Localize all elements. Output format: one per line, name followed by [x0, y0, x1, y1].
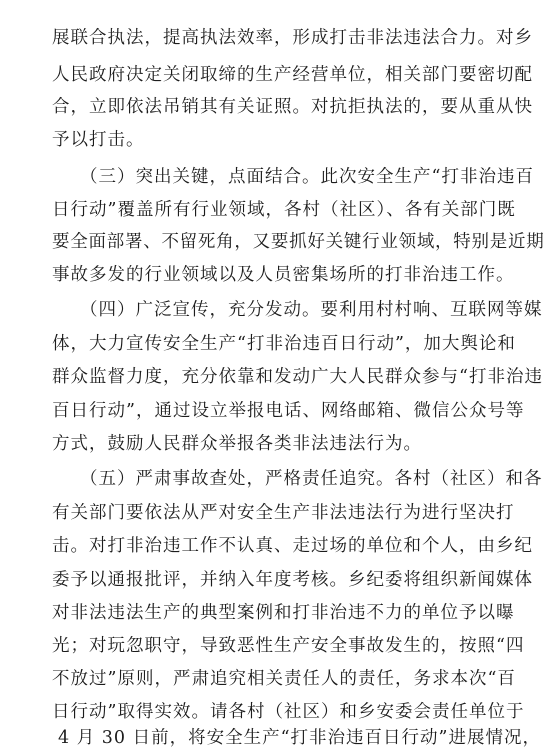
text-line: 日行动”覆盖所有行业领域，各村（社区）、各有关部门既	[52, 200, 516, 220]
text-line: 击。对打非治违工作不认真、走过场的单位和个人，由乡纪	[52, 536, 533, 556]
text-line: 事故多发的行业领域以及人员密集场所的打非治违工作。	[52, 265, 515, 285]
text-line: 展联合执法，提高执法效率，形成打击非法违法合力。对乡	[52, 28, 533, 48]
text-line: 方式，鼓励人民群众举报各类非法违法行为。	[52, 434, 422, 454]
text-line: 群众监督力度，充分依靠和发动广大人民群众参与“打非治违	[52, 367, 543, 387]
text-line: 4 月 30 日前，将安全生产“打非治违百日行动”进展情况，	[58, 728, 541, 748]
text-line: 对非法违法生产的典型案例和打非治违不力的单位予以曝	[52, 603, 515, 623]
text-line: 光；对玩忽职守，导致恶性生产安全事故发生的，按照“四	[52, 636, 525, 656]
text-line: 委予以通报批评，并纳入年度考核。乡纪委将组织新闻媒体	[52, 570, 533, 590]
paragraph-heading-4: （四）广泛宣传，充分发动。要利用村村响、互联网等媒	[80, 300, 543, 320]
text-line: 要全面部署、不留死角，又要抓好关键行业领域，特别是近期	[52, 232, 545, 252]
text-line: 合，立即依法吊销其有关证照。对抗拒执法的，要从重从快	[52, 97, 533, 117]
text-line: 有关部门要依法从严对安全生产非法违法行为进行坚决打	[52, 503, 515, 523]
text-line: 百日行动”，通过设立举报电话、网络邮箱、微信公众号等	[52, 401, 525, 421]
paragraph-heading-5: （五）严肃事故查处，严格责任追究。各村（社区）和各	[80, 469, 543, 489]
text-line: 日行动”取得实效。请各村（社区）和乡安委会责任单位于	[52, 702, 525, 722]
text-line: 体，大力宣传安全生产“打非治违百日行动”，加大舆论和	[52, 334, 516, 354]
paragraph-heading-3: （三）突出关键，点面结合。此次安全生产“打非治违百	[80, 167, 534, 187]
text-line: 人民政府决定关闭取缔的生产经营单位，相关部门要密切配	[52, 65, 533, 85]
text-line: 不放过”原则，严肃追究相关责任人的责任，务求本次“百	[52, 669, 516, 689]
text-line: 予以打击。	[52, 130, 145, 150]
